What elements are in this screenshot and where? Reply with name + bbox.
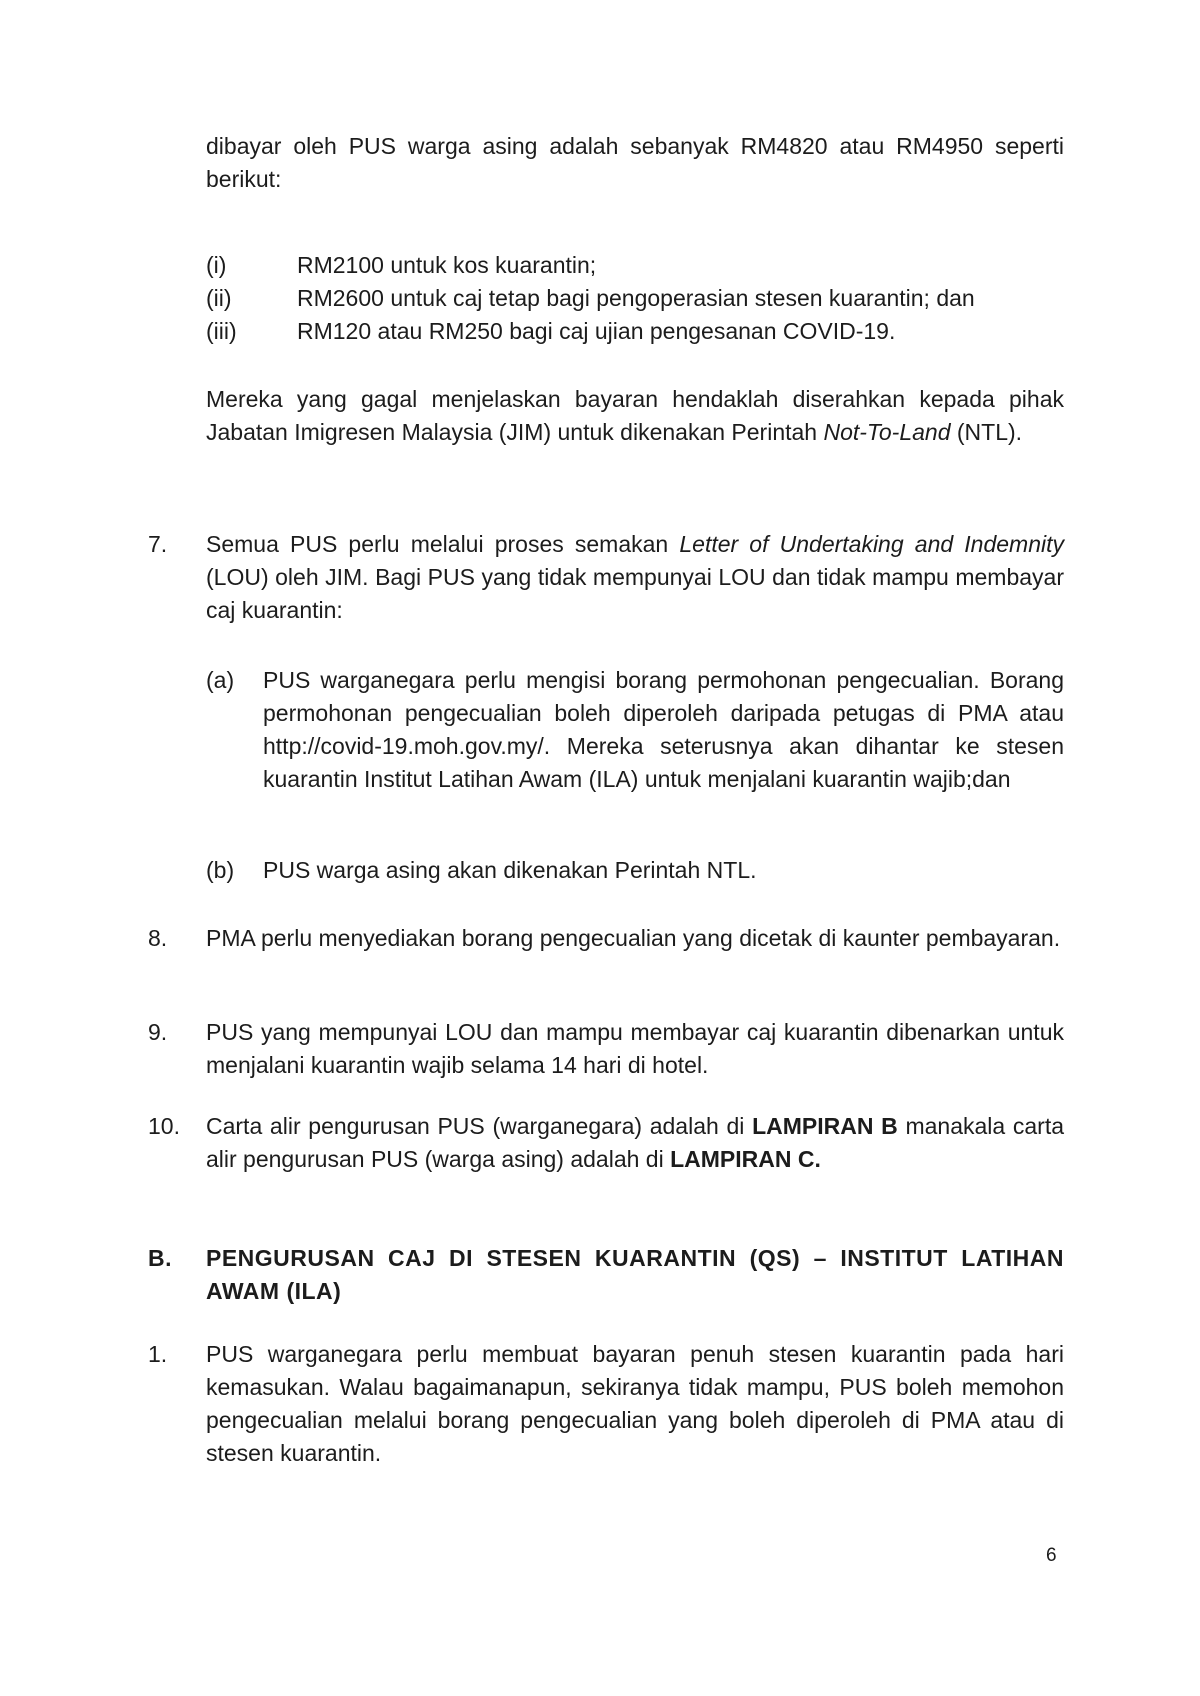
item-7-text-before: Semua PUS perlu melalui proses semakan (206, 531, 680, 557)
item-7b-text: PUS warga asing akan dikenakan Perintah NTL. (263, 857, 757, 883)
item-7b-label: (b) (206, 857, 235, 883)
lampiran-b-ref: LAMPIRAN B (752, 1113, 898, 1139)
item-7a-label: (a) (206, 667, 235, 693)
item-9-paragraph: PUS yang mempunyai LOU dan mampu membayar caj kuarantin dibenarkan untuk menjalani kuarantin wajib selama 14 hari di hotel. (206, 1019, 1064, 1078)
ntl-text-before: Mereka yang gagal menjelaskan bayaran hendaklah diserahkan kepada pihak Jabatan Imigresen Malaysia (JIM) untuk dikenakan Perintah (206, 386, 1064, 445)
item-8-number: 8. (148, 925, 168, 951)
item-7-number: 7. (148, 531, 168, 557)
charge-label-ii: (ii) (206, 285, 232, 311)
item-10-number: 10. (148, 1113, 180, 1139)
charge-label-i: (i) (206, 252, 227, 278)
item-9-number: 9. (148, 1019, 168, 1045)
ntl-paragraph (206, 383, 1064, 449)
item-7-italic-term: Letter of Undertaking and Indemnity (679, 531, 1065, 557)
page-number: 6 (1046, 1545, 1057, 1566)
section-b-item-1-number: 1. (148, 1341, 168, 1367)
ntl-text-after: (NTL). (950, 419, 1023, 445)
item-7a-text: PUS warganegara perlu mengisi borang permohonan pengecualian. Borang permohonan pengecualian boleh diperoleh daripada petugas di PMA atau http://covid-19.moh.gov.my/. Mereka seterusnya akan dihantar ke stesen kuarantin Institut Latihan Awam (ILA) untuk menjalani kuarantin wajib;dan (263, 667, 1064, 792)
intro-paragraph: dibayar oleh PUS warga asing adalah sebanyak RM4820 atau RM4950 seperti berikut: (206, 133, 1064, 192)
item-10-text-2: manakala carta alir pengurusan PUS (warga asing) adalah di (206, 1113, 1065, 1172)
charge-text-ii: RM2600 untuk caj tetap bagi pengoperasian stesen kuarantin; dan (297, 285, 975, 311)
item-8-paragraph: PMA perlu menyediakan borang pengecualian yang dicetak di kaunter pembayaran. (206, 925, 1061, 951)
ntl-italic-term: Not-To-Land (823, 419, 951, 445)
section-b-letter: B. (148, 1245, 172, 1271)
charge-text-iii: RM120 atau RM250 bagi caj ujian pengesanan COVID-19. (297, 318, 896, 344)
section-b-item-1-paragraph: PUS warganegara perlu membuat bayaran penuh stesen kuarantin pada hari kemasukan. Walau bagaimanapun, sekiranya tidak mampu, PUS boleh memohon pengecualian melalui borang pengecualian yang boleh diperoleh di PMA atau di stesen kuarantin. (206, 1341, 1064, 1466)
item-10-paragraph (206, 1110, 1064, 1176)
lampiran-c-ref: LAMPIRAN C. (670, 1146, 821, 1172)
charge-label-iii: (iii) (206, 318, 237, 344)
item-10-text-1: Carta alir pengurusan PUS (warganegara) adalah di (206, 1113, 753, 1139)
item-7-text-after: (LOU) oleh JIM. Bagi PUS yang tidak mempunyai LOU dan tidak mampu membayar caj kuarantin: (206, 564, 1064, 623)
item-7-paragraph (206, 528, 1064, 627)
charge-text-i: RM2100 untuk kos kuarantin; (297, 252, 597, 278)
section-b-heading: PENGURUSAN CAJ DI STESEN KUARANTIN (QS) – INSTITUT LATIHAN AWAM (ILA) (206, 1245, 1064, 1304)
